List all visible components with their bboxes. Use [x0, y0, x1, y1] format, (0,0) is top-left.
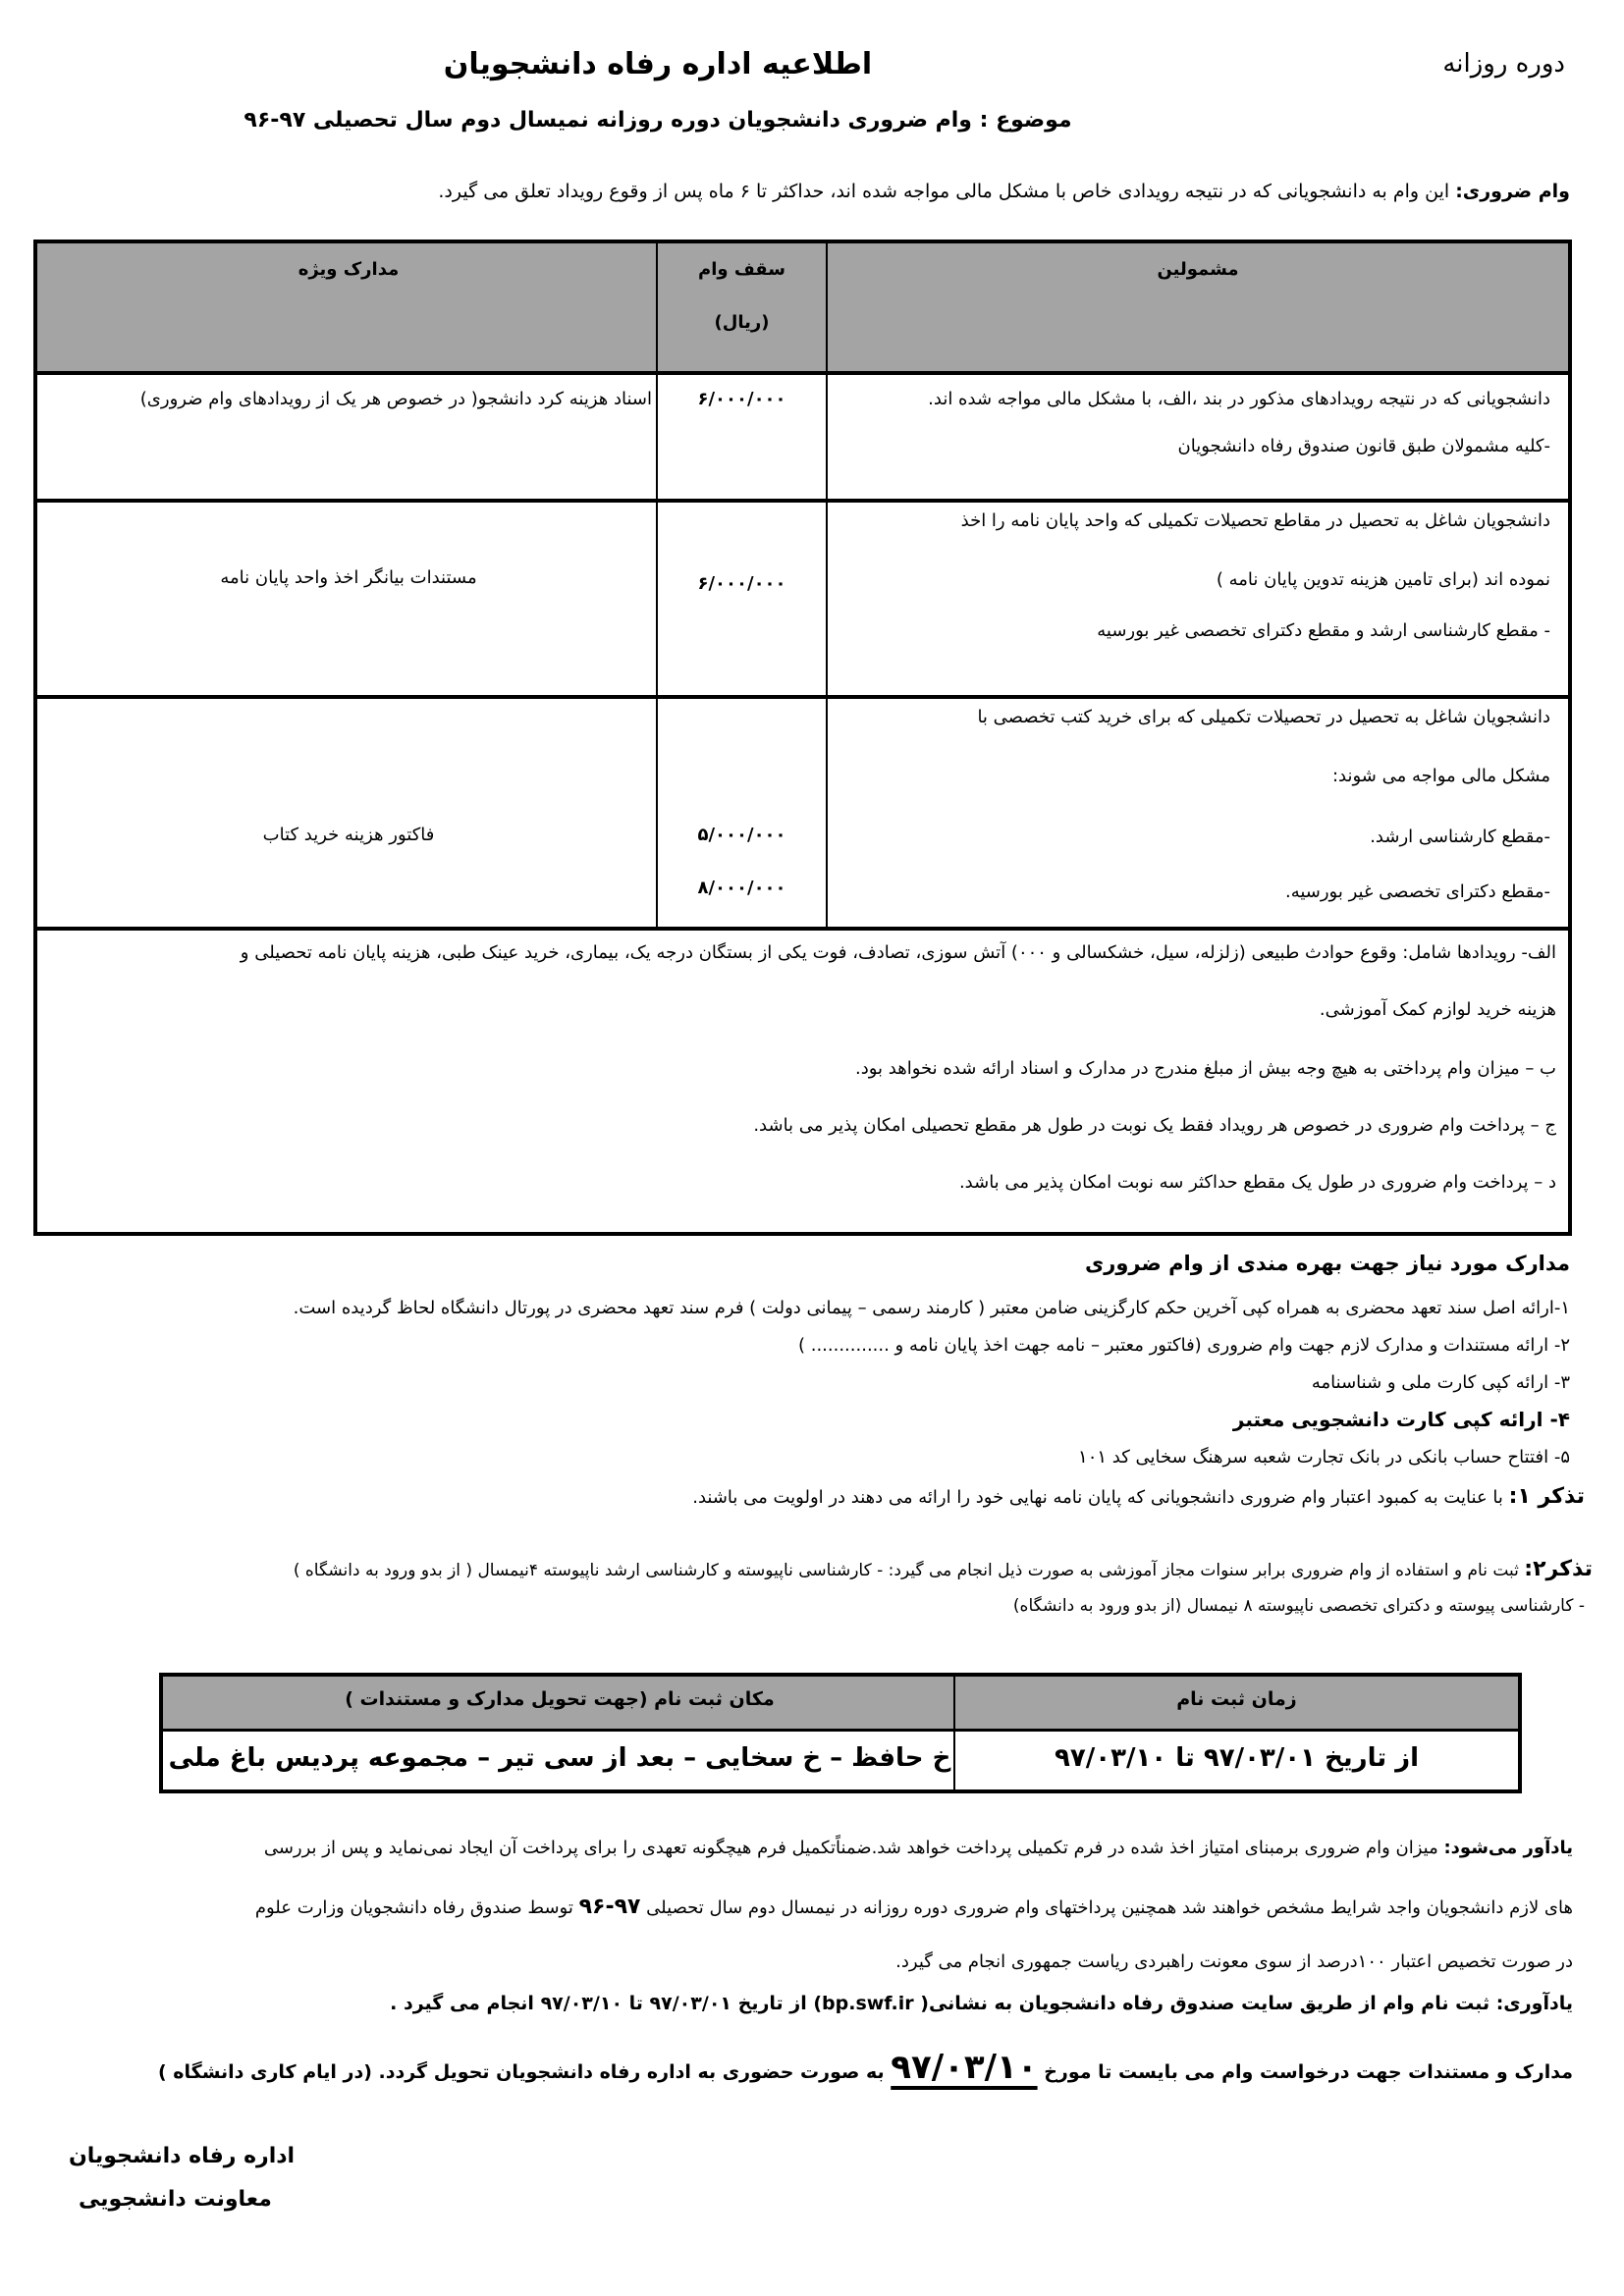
cell-eligible — [828, 375, 1568, 499]
cap-amount: ۵/۰۰۰/۰۰۰ — [697, 825, 786, 845]
eligible-line: دانشجویان شاغل به تحصیل در تحصیلات تکمیلی که برای خرید کتب تخصصی با — [977, 707, 1550, 727]
requirement-item: ۳- ارائه کپی کارت ملی و شناسنامه — [1311, 1372, 1570, 1393]
note-be: ب – میزان وام پرداختی به هیچ وجه بیش از مبلغ مندرج در مدارک و اسناد ارائه شده نخواهد بود. — [855, 1058, 1556, 1079]
page-title: اطلاعیه اداره رفاه دانشجویان — [443, 47, 873, 81]
period-label: دوره روزانه — [1442, 49, 1565, 79]
cell-place — [163, 1732, 956, 1789]
header-place — [163, 1677, 956, 1729]
subject-line: موضوع : وام ضروری دانشجویان دوره روزانه نمیسال دوم سال تحصیلی ۹۷-۹۶ — [244, 108, 1072, 133]
requirements-title: مدارک مورد نیاز جهت بهره مندی از وام ضروری — [1085, 1252, 1570, 1275]
note-1 — [692, 1484, 1585, 1509]
reminder-3-text: به صورت حضوری به اداره رفاه دانشجویان تحویل گردد. (در ایام کاری دانشگاه ) — [158, 2061, 892, 2083]
cap-amount: ۸/۰۰۰/۰۰۰ — [697, 878, 786, 898]
registration-header-row — [163, 1677, 1518, 1732]
table-row — [37, 375, 1568, 503]
note-alef: الف- رویدادها شامل: وقوع حوادث طبیعی (زلزله، سیل، خشکسالی و ۰۰۰) آتش سوزی، تصادف، فوت یکی از بستگان درجه یک، بیماری، خرید عینک طبی، هزینه پایان نامه تحصیلی و — [240, 942, 1556, 963]
eligible-line: - مقطع کارشناسی ارشد و مقطع دکترای تخصصی غیر بورسیه — [1097, 620, 1550, 641]
registration-place: خ حافظ – خ سخایی – بعد از سی تیر – مجموعه پردیس باغ ملی — [168, 1743, 951, 1773]
cell-cap — [656, 503, 828, 695]
header-cap-label: سقف وام — [698, 259, 785, 280]
note-dal: د – پرداخت وام ضروری در طول یک مقطع حداکثر سه نوبت امکان پذیر می باشد. — [958, 1172, 1556, 1193]
intro-label: وام ضروری: — [1455, 181, 1570, 202]
requirement-item: ۵- افتتاح حساب بانکی در بانک تجارت شعبه سرهنگ سخایی کد ۱۰۱ — [1078, 1447, 1570, 1468]
signature-deputy: معاونت دانشجویی — [79, 2187, 272, 2212]
requirement-item: ۲- ارائه مستندات و مدارک لازم جهت وام ضروری (فاکتور معتبر – نامه جهت اخذ پایان نامه و .............. ) — [797, 1335, 1570, 1356]
deadline-date: ۹۷/۰۳/۱۰ — [891, 2048, 1038, 2087]
reminder-3 — [158, 2048, 1573, 2087]
reminder-2-label: یادآوری: — [1495, 1993, 1573, 2014]
table-notes-row — [37, 931, 1568, 1232]
note-1-text: با عنایت به کمبود اعتبار وام ضروری دانشجویانی که پایان نامه نهایی خود را ارائه می دهند در اولویت می باشند. — [692, 1487, 1509, 1508]
reminder-1-text: توسط صندوق رفاه دانشجویان وزارت علوم — [254, 1897, 579, 1918]
reminder-2-text: ثبت نام وام از طریق سایت صندوق رفاه دانشجویان به نشانی( bp.swf.ir) از تاریخ ۹۷/۰۳/۰۱ تا ۹۷/۰۳/۱۰ انجام می گیرد . — [390, 1993, 1496, 2014]
reminder-1-text: های لازم دانشجویان واجد شرایط مشخص خواهند شد همچنین پرداختهای وام ضروری دوره روزانه در نیمسال دوم سال تحصیلی — [640, 1897, 1573, 1918]
note-2 — [294, 1557, 1593, 1581]
note-2-line-2: - کارشناسی پیوسته و دکترای تخصصی ناپیوسته ۸ نیمسال (از بدو ورود به دانشگاه) — [1012, 1596, 1585, 1616]
header-time-label: زمان ثبت نام — [1176, 1688, 1297, 1710]
reminder-1-line-1 — [264, 1838, 1573, 1858]
cell-docs — [37, 375, 660, 499]
note-1-label: تذکر ۱: — [1508, 1484, 1585, 1509]
cap-amount: ۶/۰۰۰/۰۰۰ — [697, 389, 786, 409]
reminder-1-text: میزان وام ضروری برمبنای امتیاز اخذ شده در فرم تکمیلی پرداخت خواهد شد.ضمناًتکمیل فرم هیچگونه تعهدی را برای پرداخت آن ایجاد نمی‌نماید و پس از بررسی — [263, 1838, 1444, 1858]
cell-docs — [37, 503, 660, 695]
header-place-label: مکان ثبت نام (جهت تحویل مدارک و مستندات ) — [345, 1688, 775, 1710]
cell-cap — [656, 375, 828, 499]
header-cap-unit: (ریال) — [714, 312, 770, 333]
academic-year: ۹۷-۹۶ — [578, 1895, 641, 1919]
signature-office: اداره رفاه دانشجویان — [69, 2144, 296, 2168]
reminder-1-line-3: در صورت تخصیص اعتبار ۱۰۰درصد از سوی معونت راهبردی ریاست جمهوری انجام می گیرد. — [895, 1951, 1573, 1972]
table-header-row — [37, 243, 1568, 375]
eligible-line: نموده اند (برای تامین هزینه تدوین پایان نامه ) — [1216, 569, 1550, 590]
requirement-item: ۴- ارائه کپی کارت دانشجویی معتبر — [1232, 1408, 1570, 1431]
registration-table — [159, 1673, 1522, 1793]
cell-docs — [37, 699, 660, 927]
eligible-line: -کلیه مشمولان طبق قانون صندوق رفاه دانشجویان — [1177, 436, 1550, 456]
note-alef-continued: هزینه خرید لوازم کمک آموزشی. — [1319, 999, 1556, 1020]
loan-eligibility-table — [33, 240, 1572, 1236]
reminder-2 — [390, 1993, 1573, 2014]
header-cap — [656, 243, 828, 371]
cell-eligible — [828, 503, 1568, 695]
cell-eligible — [828, 699, 1568, 927]
reminder-3-text: مدارک و مستندات جهت درخواست وام می بایست تا مورخ — [1037, 2061, 1573, 2083]
docs-text: اسناد هزینه کرد دانشجو( در خصوص هر یک از رویدادهای وام ضروری) — [139, 389, 652, 409]
eligible-line: -مقطع کارشناسی ارشد. — [1370, 827, 1550, 847]
reminder-1-line-2 — [255, 1895, 1573, 1919]
header-eligible-label: مشمولین — [1157, 259, 1239, 280]
table-row — [37, 503, 1568, 699]
docs-text: فاکتور هزینه خرید کتاب — [262, 825, 435, 845]
requirement-item: ۱-ارائه اصل سند تعهد محضری به همراه کپی آخرین حکم کارگزینی ضامن معتبر ( کارمند رسمی – پیمانی دولت ) فرم سند تعهد محضری در پورتال دانشگاه لحاظ گردیده است. — [293, 1298, 1570, 1318]
note-2-label: تذکر۲: — [1524, 1557, 1593, 1581]
registration-time: از تاریخ ۹۷/۰۳/۰۱ تا ۹۷/۰۳/۱۰ — [1054, 1743, 1420, 1773]
header-time — [953, 1677, 1518, 1729]
header-docs — [37, 243, 660, 371]
eligible-line: دانشجویانی که در نتیجه رویدادهای مذکور در بند ،الف، با مشکل مالی مواجه شده اند. — [928, 389, 1550, 409]
reminder-1-label: یادآور می‌شود: — [1443, 1838, 1573, 1858]
note-jim: ج – پرداخت وام ضروری در خصوص هر رویداد فقط یک نوبت در طول هر مقطع تحصیلی امکان پذیر می باشد. — [753, 1115, 1556, 1136]
eligible-line: دانشجویان شاغل به تحصیل در مقاطع تحصیلات تکمیلی که واحد پایان نامه را اخذ — [960, 510, 1550, 531]
eligible-line: -مقطع دکترای تخصصی غیر بورسیه. — [1284, 881, 1550, 902]
registration-value-row — [163, 1732, 1518, 1789]
intro-text: این وام به دانشجویانی که در نتیجه رویدادی خاص با مشکل مالی مواجه شده اند، حداکثر تا ۶ ماه پس از وقوع رویداد تعلق می گیرد. — [438, 181, 1456, 202]
eligible-line: مشکل مالی مواجه می شوند: — [1331, 766, 1550, 786]
note-2-text: ثبت نام و استفاده از وام ضروری برابر سنوات مجاز آموزشی به صورت ذیل انجام می گیرد: - کارشناسی ناپیوسته و کارشناسی ارشد ناپیوسته ۴نیمسال ( از بدو ورود به دانشگاه ) — [293, 1561, 1525, 1580]
header-eligible — [828, 243, 1568, 371]
table-row — [37, 699, 1568, 931]
docs-text: مستندات بیانگر اخذ واحد پایان نامه — [220, 567, 477, 588]
intro-paragraph — [438, 181, 1570, 202]
header-docs-label: مدارک ویژه — [298, 259, 400, 280]
cell-time — [953, 1732, 1518, 1789]
cell-cap — [656, 699, 828, 927]
cap-amount: ۶/۰۰۰/۰۰۰ — [697, 573, 786, 594]
